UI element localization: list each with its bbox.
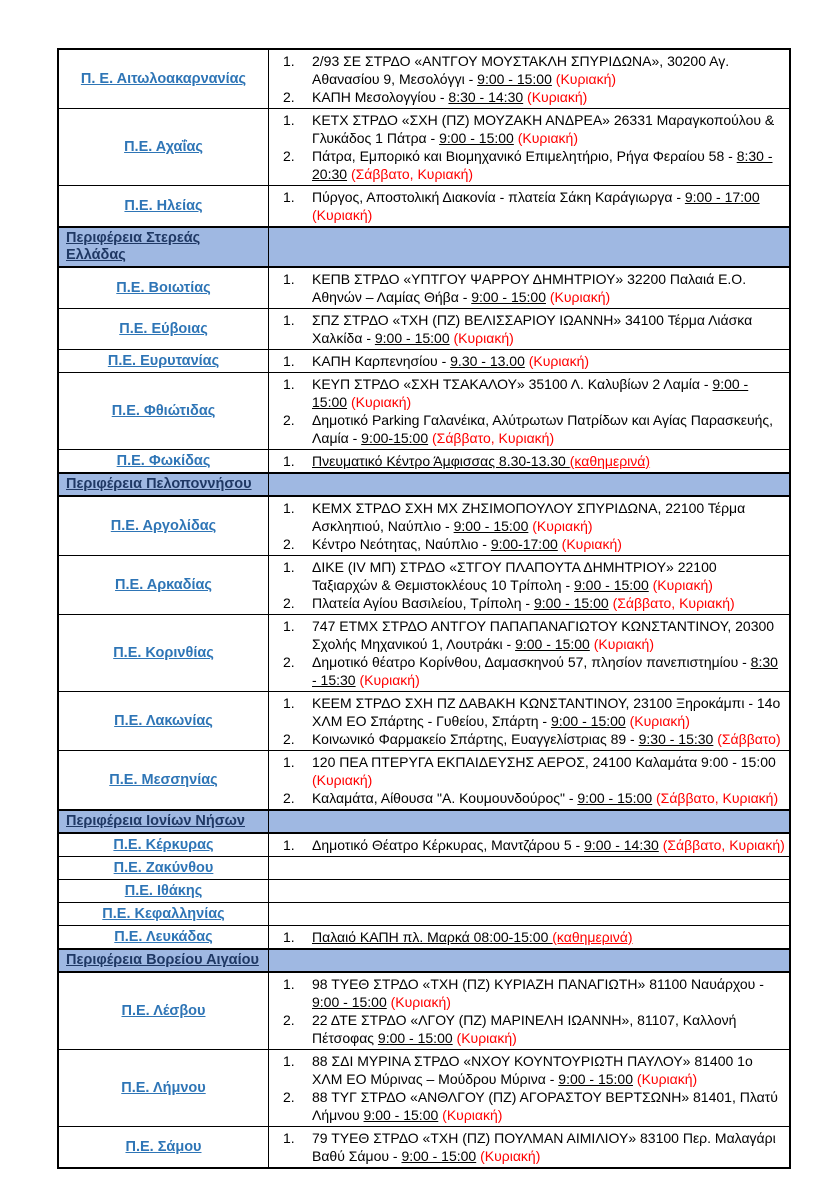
locations-cell — [269, 228, 789, 266]
time-range: 9:00 - 15:00 — [377, 1030, 453, 1046]
locations-cell — [269, 834, 789, 856]
day-note: (Κυριακή) — [555, 71, 617, 87]
day-note: (Σάββατο, Κυριακή) — [662, 837, 785, 853]
locations-cell — [269, 474, 789, 495]
day-note: (Κυριακή) — [652, 577, 713, 593]
day-note: (Κυριακή) — [528, 353, 590, 369]
region-row — [59, 879, 789, 902]
region-row — [59, 691, 789, 750]
location-item — [269, 111, 785, 147]
region-link[interactable]: Π.Ε. Αρκαδίας — [115, 577, 212, 593]
locations-list — [269, 1052, 785, 1124]
region-row — [59, 925, 789, 948]
region-link[interactable]: Π.Ε. Κεφαλληνίας — [102, 906, 225, 922]
region-link[interactable]: Π.Ε. Ζακύνθου — [113, 860, 214, 876]
location-text: 88 ΣΔΙ ΜΥΡΙΝΑ ΣΤΡΔΟ «ΝΧΟΥ ΚΟΥΝΤΟΥΡΙΩΤΗ ΠΑΥΛΟΥ» 81400 1ο ΧΛΜ ΕΟ Μύρινας – Μούδρου Μύρινα - — [312, 1053, 753, 1087]
locations-list — [269, 270, 785, 306]
location-item — [269, 594, 785, 612]
region-row — [59, 856, 789, 879]
region-name-cell — [59, 1050, 269, 1126]
location-text: ΚΑΠΗ Μεσολογγίου - — [312, 89, 449, 105]
day-note: (Σάββατο, Κυριακή) — [432, 430, 555, 446]
locations-list — [269, 975, 785, 1047]
time-range: 9:00 - 15:00 — [363, 1107, 439, 1123]
time-range: 9:00 - 15:00 — [533, 595, 609, 611]
day-note: (Κυριακή) — [359, 672, 420, 688]
locations-cell — [269, 350, 789, 372]
region-name-cell — [59, 926, 269, 948]
region-name-cell — [59, 373, 269, 449]
region-name-cell — [59, 857, 269, 879]
time-range: 9.30 - 13.00 — [450, 353, 525, 369]
region-link[interactable]: Π.Ε. Λήμνου — [121, 1080, 206, 1096]
locations-list — [269, 188, 785, 224]
location-item — [269, 88, 785, 106]
location-item — [269, 147, 785, 183]
time-range: 9:30 - 15:30 — [638, 731, 714, 747]
time-range: 9:00 - 15:00 — [401, 1148, 477, 1164]
location-item — [269, 375, 785, 411]
location-text: ΔΙΚΕ (ΙV ΜΠ) ΣΤΡΔΟ «ΣΤΓΟΥ ΠΛΑΠΟΥΤΑ ΔΗΜΗΤΡΙΟΥ» 22100 Ταξιαρχών & Θεμιστοκλέους 10 Τρίπολη - — [312, 559, 717, 593]
region-link[interactable]: Π.Ε. Φωκίδας — [116, 453, 211, 469]
location-item — [269, 311, 785, 347]
region-link[interactable]: Π.Ε. Κέρκυρας — [113, 837, 214, 853]
region-link[interactable]: Π.Ε. Μεσσηνίας — [109, 772, 218, 788]
day-note: (Κυριακή) — [312, 772, 373, 788]
locations-list — [269, 836, 785, 854]
locations-list — [269, 617, 785, 689]
day-note: (Κυριακή) — [312, 207, 373, 223]
location-item — [269, 270, 785, 306]
day-note: (Κυριακή) — [456, 1030, 517, 1046]
time-range: 9:00 - 15:00 — [439, 130, 514, 146]
time-range: 9:00 - 15:00 — [515, 636, 590, 652]
location-item — [269, 452, 785, 470]
region-link[interactable]: Π.Ε. Αργολίδας — [110, 518, 217, 534]
section-header-row — [59, 226, 789, 267]
day-note: (Σάββατο) — [717, 731, 781, 747]
section-title: Περιφέρεια Βορείου Αιγαίου — [66, 952, 259, 968]
region-row — [59, 449, 789, 472]
locations-list — [269, 928, 785, 946]
region-name-cell — [59, 186, 269, 226]
location-text: Κέντρο Νεότητας, Ναύπλιο - — [312, 536, 491, 552]
day-note: (Κυριακή) — [480, 1148, 541, 1164]
time-range: 9:00 - 15:00 — [312, 994, 387, 1010]
day-note: (Σάββατο, Κυριακή) — [350, 166, 474, 182]
region-link[interactable]: Π.Ε. Βοιωτίας — [116, 280, 211, 296]
section-title: Περιφέρεια Ιονίων Νήσων — [66, 813, 245, 829]
locations-cell — [269, 1050, 789, 1126]
region-row — [59, 108, 789, 185]
location-item — [269, 52, 785, 88]
day-note: (Κυριακή) — [636, 1071, 698, 1087]
region-name-cell — [59, 497, 269, 555]
region-link[interactable]: Π.Ε. Λευκάδας — [114, 929, 213, 945]
location-text: ΚΕΕΜ ΣΤΡΔΟ ΣΧΗ ΠΖ ΔΑΒΑΚΗ ΚΩΝΣΤΑΝΤΙΝΟΥ, 23100 Ξηροκάμπι - 14ο ΧΛΜ ΕΟ Σπάρτης - Γυθείου, Σπάρτη - — [312, 695, 781, 729]
section-title: Περιφέρεια Πελοποννήσου — [66, 476, 252, 492]
region-name-cell — [59, 903, 269, 925]
region-row — [59, 902, 789, 925]
region-link[interactable]: Π.Ε. Ηλείας — [124, 198, 203, 214]
day-note: (Κυριακή) — [549, 289, 611, 305]
time-range: 9:00 - 15:00 — [453, 518, 529, 534]
location-text: 747 ΕΤΜΧ ΣΤΡΔΟ ΑΝΤΓΟΥ ΠΑΠΑΠΑΝΑΓΙΩΤΟΥ ΚΩΝΣΤΑΝΤΙΝΟΥ, 20300 Σχολής Μηχανικού 1, Λουτράκι - — [312, 618, 775, 652]
day-note: (Κυριακή) — [390, 994, 451, 1010]
location-text: ΚΕΜΧ ΣΤΡΔΟ ΣΧΗ ΜΧ ΖΗΣΙΜΟΠΟΥΛΟΥ ΣΠΥΡΙΔΩΝΑ, 22100 Τέρμα Ασκληπιού, Ναύπλιο - — [312, 500, 746, 534]
locations-cell — [269, 903, 789, 925]
day-note: (Κυριακή) — [350, 394, 412, 410]
locations-cell — [269, 950, 789, 971]
day-note: (Σάββατο, Κυριακή) — [612, 595, 735, 611]
locations-cell — [269, 926, 789, 948]
region-name-cell — [59, 751, 269, 809]
region-name-cell — [59, 1127, 269, 1167]
region-row — [59, 372, 789, 449]
region-link[interactable]: Π.Ε. Φθιώτιδας — [111, 403, 216, 419]
locations-list — [269, 311, 785, 347]
time-range: 9:00 - 15:00 — [550, 713, 626, 729]
region-row — [59, 614, 789, 691]
location-text: 22 ΔΤΕ ΣΤΡΔΟ «ΛΓΟΥ (ΠΖ) ΜΑΡΙΝΕΛΗ ΙΩΑΝΝΗ», 81107, Καλλονή Πέτσοφας — [312, 1012, 737, 1046]
time-range: 9:00 - 15:00 — [477, 71, 552, 87]
day-note: (Κυριακή) — [517, 130, 578, 146]
region-row — [59, 185, 789, 226]
region-row — [59, 50, 789, 108]
region-row — [59, 349, 789, 372]
region-row — [59, 1126, 789, 1167]
locations-cell — [269, 880, 789, 902]
locations-cell — [269, 373, 789, 449]
region-name-cell — [59, 556, 269, 614]
section-header-cell — [59, 950, 269, 971]
location-item — [269, 499, 785, 535]
time-range: 8:30 - 20:30 — [312, 148, 773, 182]
location-text: 79 ΤΥΕΘ ΣΤΡΔΟ «ΤΧΗ (ΠΖ) ΠΟΥΛΜΑΝ ΑΙΜΙΛΙΟΥ» 83100 Περ. Μαλαγάρι Βαθύ Σάμου - — [312, 1130, 776, 1164]
time-range: 9:00 - 17:00 — [684, 189, 760, 205]
locations-cell — [269, 309, 789, 349]
day-note: (Σάββατο, Κυριακή) — [656, 790, 779, 806]
time-range: 9:00-17:00 — [490, 536, 558, 552]
locations-cell — [269, 450, 789, 472]
location-text: Πύργος, Αποστολική Διακονία - πλατεία Σάκη Καράγιωργα - — [312, 189, 685, 205]
day-note: (Κυριακή) — [532, 518, 593, 534]
location-item — [269, 753, 785, 789]
time-range: 9:00-15:00 — [361, 430, 429, 446]
region-link[interactable]: Π.Ε. Λακωνίας — [114, 713, 213, 729]
day-note: (Κυριακή) — [561, 536, 622, 552]
region-name-cell — [59, 834, 269, 856]
location-item — [269, 558, 785, 594]
locations-list — [269, 452, 785, 470]
location-text: ΚΕΤΧ ΣΤΡΔΟ «ΣΧΗ (ΠΖ) ΜΟΥΖΑΚΗ ΑΝΔΡΕΑ» 26331 Μαραγκοπούλου & Γλυκάδος 1 Πάτρα - — [312, 112, 775, 146]
locations-cell — [269, 973, 789, 1049]
time-range: 9:00 - 15:00 — [574, 577, 649, 593]
region-name-cell — [59, 973, 269, 1049]
locations-cell — [269, 811, 789, 832]
section-header-row — [59, 809, 789, 833]
region-name-cell — [59, 268, 269, 308]
locations-cell — [269, 109, 789, 185]
region-link[interactable]: Π. Ε. Αιτωλοακαρνανίας — [80, 71, 247, 87]
locations-cell — [269, 50, 789, 108]
time-range: Πνευματικό Κέντρο Άμφισσας 8.30-13.30 — [312, 453, 570, 469]
location-text: ΚΑΠΗ Καρπενησίου - — [312, 353, 451, 369]
region-link[interactable]: Π.Ε. Λέσβου — [121, 1003, 206, 1019]
region-link[interactable]: Π.Ε. Κορινθίας — [113, 645, 214, 661]
time-range: 9:00 - 14:30 — [584, 837, 659, 853]
time-range: 9:00 - 15:00 — [312, 376, 749, 410]
location-item — [269, 928, 785, 946]
location-text: ΣΠΖ ΣΤΡΔΟ «ΤΧΗ (ΠΖ) ΒΕΛΙΣΣΑΡΙΟΥ ΙΩΑΝΝΗ» 34100 Τέρμα Λιάσκα Χαλκίδα - — [312, 312, 753, 346]
region-name-cell — [59, 692, 269, 750]
day-note: (καθημερινά) — [569, 453, 651, 469]
time-range: 9:00 - 15:00 — [471, 289, 546, 305]
time-range: 9:00 - 15:00 — [558, 1071, 634, 1087]
schedule-table — [57, 48, 791, 1169]
location-item — [269, 1052, 785, 1088]
location-text: Δημοτικό Parking Γαλανέικα, Αλύτρωτων Πατρίδων και Αγίας Παρασκευής, Λαμία - — [312, 412, 774, 446]
region-row — [59, 555, 789, 614]
region-link[interactable]: Π.Ε. Ευρυτανίας — [107, 353, 220, 369]
location-item — [269, 1088, 785, 1124]
locations-list — [269, 753, 785, 807]
region-name-cell — [59, 615, 269, 691]
locations-cell — [269, 497, 789, 555]
locations-cell — [269, 186, 789, 226]
time-range: 9:00 - 15:00 — [374, 330, 450, 346]
region-name-cell — [59, 350, 269, 372]
location-text: 2/93 ΣΕ ΣΤΡΔΟ «ΑΝΤΓΟΥ ΜΟΥΣΤΑΚΛΗ ΣΠΥΡΙΔΩΝΑ», 30200 Αγ. Αθανασίου 9, Μεσολόγγι - — [312, 53, 730, 87]
section-title: Περιφέρεια Στερεάς Ελλάδας — [66, 230, 201, 263]
time-range: 9:00 - 15:00 — [577, 790, 653, 806]
day-note: (Κυριακή) — [629, 713, 690, 729]
location-item — [269, 1129, 785, 1165]
region-link[interactable]: Π.Ε. Σάμου — [125, 1139, 202, 1155]
region-row — [59, 308, 789, 349]
locations-cell — [269, 857, 789, 879]
location-text: Πάτρα, Εμπορικό και Βιομηχανικό Επιμελητήριο, Ρήγα Φεραίου 58 - — [312, 148, 737, 164]
region-name-cell — [59, 309, 269, 349]
day-note: (Κυριακή) — [453, 330, 514, 346]
locations-list — [269, 694, 785, 748]
section-header-cell — [59, 228, 269, 266]
location-text: 98 ΤΥΕΘ ΣΤΡΔΟ «ΤΧΗ (ΠΖ) ΚΥΡΙΑΖΗ ΠΑΝΑΓΙΩΤΗ» 81100 Ναυάρχου - — [312, 976, 764, 992]
location-item — [269, 188, 785, 224]
location-text: 120 ΠΕΑ ΠΤΕΡΥΓΑ ΕΚΠΑΙΔΕΥΣΗΣ ΑΕΡΟΣ, 24100 Καλαμάτα 9:00 - 15:00 — [312, 754, 776, 770]
locations-cell — [269, 692, 789, 750]
region-row — [59, 972, 789, 1049]
day-note: (Κυριακή) — [593, 636, 654, 652]
locations-list — [269, 111, 785, 183]
location-text: Κοινωνικό Φαρμακείο Σπάρτης, Ευαγγελίστριας 89 - — [312, 731, 639, 747]
location-item — [269, 411, 785, 447]
location-item — [269, 352, 785, 370]
locations-list — [269, 52, 785, 106]
section-header-cell — [59, 474, 269, 495]
day-note: (καθημερινά) — [552, 929, 633, 945]
locations-cell — [269, 556, 789, 614]
section-header-row — [59, 948, 789, 972]
section-header-cell — [59, 811, 269, 832]
locations-cell — [269, 268, 789, 308]
region-row — [59, 833, 789, 856]
region-name-cell — [59, 450, 269, 472]
location-text: Καλαμάτα, Αίθουσα "Α. Κουμουνδούρος" - — [312, 790, 578, 806]
location-text: Δημοτικό Θέατρο Κέρκυρας, Μαντζάρου 5 - — [312, 837, 585, 853]
locations-list — [269, 352, 785, 370]
location-text: ΚΕΥΠ ΣΤΡΔΟ «ΣΧΗ ΤΣΑΚΑΛΟΥ» 35100 Λ. Καλυβίων 2 Λαμία - — [312, 376, 713, 392]
day-note: (Κυριακή) — [442, 1107, 503, 1123]
location-text: 88 ΤΥΓ ΣΤΡΔΟ «ΑΝΘΛΓΟΥ (ΠΖ) ΑΓΟΡΑΣΤΟΥ ΒΕΡΤΣΩΝΗ» 81401, Πλατύ Λήμνου — [312, 1089, 778, 1123]
region-name-cell — [59, 109, 269, 185]
location-item — [269, 694, 785, 730]
region-row — [59, 1049, 789, 1126]
location-item — [269, 535, 785, 553]
locations-cell — [269, 751, 789, 809]
region-link[interactable]: Π.Ε. Αχαΐας — [124, 139, 203, 155]
time-range: 8:30 - 14:30 — [448, 89, 524, 105]
location-item — [269, 617, 785, 653]
locations-list — [269, 499, 785, 553]
location-item — [269, 1011, 785, 1047]
time-range: Παλαιό ΚΑΠΗ πλ. Μαρκά 08:00-15:00 — [312, 929, 553, 945]
locations-list — [269, 558, 785, 612]
locations-list — [269, 375, 785, 447]
time-range: 8:30 - 15:30 — [312, 654, 778, 688]
locations-list — [269, 1129, 785, 1165]
day-note: (Κυριακή) — [527, 89, 588, 105]
locations-cell — [269, 615, 789, 691]
region-link[interactable]: Π.Ε. Ιθάκης — [124, 883, 203, 899]
location-item — [269, 836, 785, 854]
location-item — [269, 653, 785, 689]
section-header-row — [59, 472, 789, 496]
location-item — [269, 789, 785, 807]
region-name-cell — [59, 50, 269, 108]
region-row — [59, 750, 789, 809]
location-text: Δημοτικό θέατρο Κορίνθου, Δαμασκηνού 57, πλησίον πανεπιστημίου - — [312, 654, 751, 670]
location-text: ΚΕΠΒ ΣΤΡΔΟ «ΥΠΤΓΟΥ ΨΑΡΡΟΥ ΔΗΜΗΤΡΙΟΥ» 32200 Παλαιά Ε.Ο. Αθηνών – Λαμίας Θήβα - — [312, 271, 747, 305]
region-link[interactable]: Π.Ε. Εύβοιας — [119, 321, 208, 337]
locations-cell — [269, 1127, 789, 1167]
location-item — [269, 730, 785, 748]
location-item — [269, 975, 785, 1011]
region-name-cell — [59, 880, 269, 902]
location-text: Πλατεία Αγίου Βασιλείου, Τρίπολη - — [312, 595, 534, 611]
region-row — [59, 267, 789, 308]
region-row — [59, 496, 789, 555]
